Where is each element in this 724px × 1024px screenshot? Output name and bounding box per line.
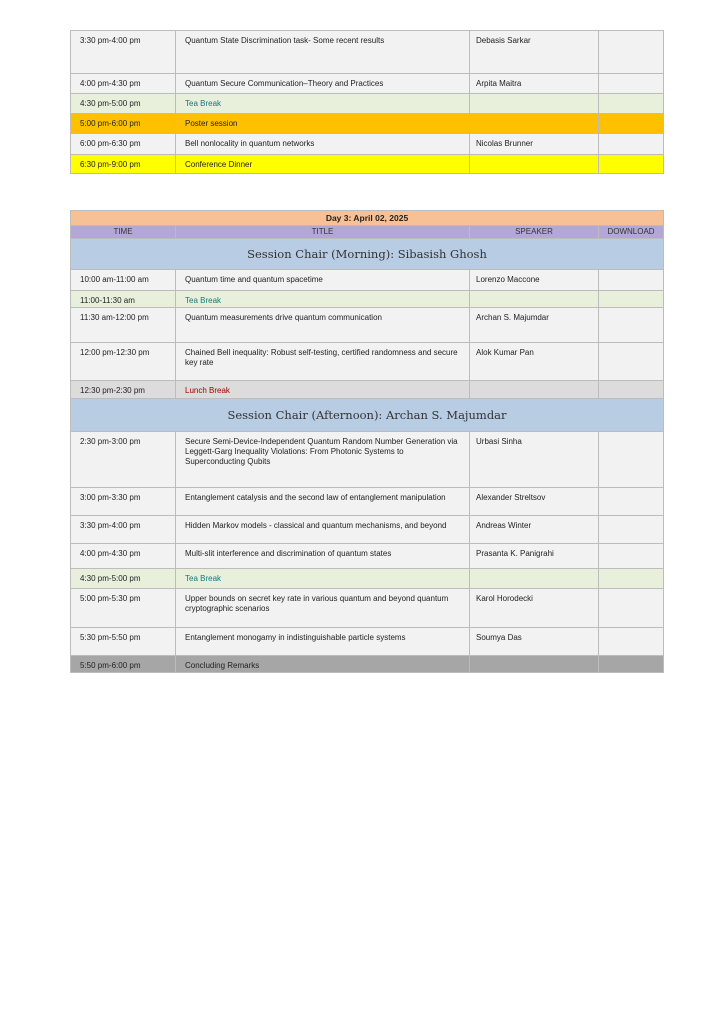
session-time-text: 6:30 pm-9:00 pm bbox=[80, 160, 141, 169]
schedule-row bbox=[71, 31, 664, 74]
schedule-row bbox=[71, 432, 664, 488]
session-speaker bbox=[470, 656, 599, 673]
session-time-text: 11:30 am-12:00 pm bbox=[80, 313, 149, 322]
session-title bbox=[176, 94, 470, 114]
session-speaker bbox=[470, 343, 599, 381]
session-time-text: 4:00 pm-4:30 pm bbox=[80, 549, 141, 558]
schedule-row bbox=[71, 114, 664, 134]
session-time bbox=[71, 488, 176, 516]
session-title-text: Secure Semi-Device-Independent Quantum Random Number Generation via Leggett-Garg Inequality Violations: From Photonic Systems to Superconducting Qubits bbox=[185, 437, 458, 466]
session-time-text: 2:30 pm-3:00 pm bbox=[80, 437, 141, 446]
session-title bbox=[176, 155, 470, 174]
session-time-text: 12:00 pm-12:30 pm bbox=[80, 348, 150, 357]
session-speaker bbox=[470, 628, 599, 656]
session-title-text: Bell nonlocality in quantum networks bbox=[185, 139, 315, 148]
session-speaker bbox=[470, 589, 599, 628]
session-speaker-text: Debasis Sarkar bbox=[476, 36, 531, 45]
schedule-row bbox=[71, 628, 664, 656]
session-time bbox=[71, 308, 176, 343]
day2-schedule-table bbox=[70, 30, 664, 174]
download-cell[interactable] bbox=[599, 432, 664, 488]
download-cell[interactable] bbox=[599, 114, 664, 134]
session-title bbox=[176, 432, 470, 488]
session-title bbox=[176, 381, 470, 399]
session-time-text: 12:30 pm-2:30 pm bbox=[80, 386, 145, 395]
download-cell[interactable] bbox=[599, 94, 664, 114]
session-time bbox=[71, 291, 176, 308]
download-cell[interactable] bbox=[599, 544, 664, 569]
download-cell[interactable] bbox=[599, 343, 664, 381]
session-title bbox=[176, 308, 470, 343]
session-time bbox=[71, 381, 176, 399]
session-title-text: Lunch Break bbox=[185, 386, 230, 395]
session-time-text: 3:30 pm-4:00 pm bbox=[80, 36, 141, 45]
session-time bbox=[71, 656, 176, 673]
session-speaker-text bbox=[476, 155, 593, 160]
session-speaker-text: Soumya Das bbox=[476, 633, 522, 642]
session-time bbox=[71, 343, 176, 381]
session-title bbox=[176, 114, 470, 134]
download-cell[interactable] bbox=[599, 628, 664, 656]
schedule-row bbox=[71, 155, 664, 174]
session-time-text: 4:30 pm-5:00 pm bbox=[80, 574, 141, 583]
schedule-row bbox=[71, 308, 664, 343]
schedule-row bbox=[71, 94, 664, 114]
session-speaker-text: Alok Kumar Pan bbox=[476, 348, 534, 357]
header-speaker: SPEAKER bbox=[470, 226, 599, 239]
session-speaker-text bbox=[476, 569, 593, 574]
session-speaker-text bbox=[476, 381, 593, 386]
session-time bbox=[71, 134, 176, 155]
schedule-row bbox=[71, 343, 664, 381]
session-speaker bbox=[470, 114, 599, 134]
session-speaker-text bbox=[476, 114, 593, 119]
session-time-text: 6:00 pm-6:30 pm bbox=[80, 139, 141, 148]
download-cell[interactable] bbox=[599, 308, 664, 343]
session-speaker bbox=[470, 94, 599, 114]
session-speaker-text bbox=[476, 656, 593, 661]
schedule-row bbox=[71, 134, 664, 155]
download-cell[interactable] bbox=[599, 155, 664, 174]
session-time-text: 5:00 pm-5:30 pm bbox=[80, 594, 141, 603]
session-speaker-text bbox=[476, 94, 593, 99]
session-speaker-text: Karol Horodecki bbox=[476, 594, 533, 603]
header-time: TIME bbox=[71, 226, 176, 239]
session-time-text: 5:00 pm-6:00 pm bbox=[80, 119, 141, 128]
session-time bbox=[71, 544, 176, 569]
session-title-text: Poster session bbox=[185, 119, 238, 128]
session-speaker bbox=[470, 544, 599, 569]
session-title bbox=[176, 544, 470, 569]
session-time-text: 4:30 pm-5:00 pm bbox=[80, 99, 141, 108]
session-time bbox=[71, 569, 176, 589]
session-title bbox=[176, 656, 470, 673]
session-speaker-text: Archan S. Majumdar bbox=[476, 313, 549, 322]
session-speaker bbox=[470, 569, 599, 589]
session-speaker-text: Alexander Streltsov bbox=[476, 493, 546, 502]
schedule-row bbox=[71, 589, 664, 628]
session-speaker-text: Lorenzo Maccone bbox=[476, 275, 540, 284]
session-title-text: Hidden Markov models - classical and quantum mechanisms, and beyond bbox=[185, 521, 447, 530]
session-title-text: Concluding Remarks bbox=[185, 661, 260, 670]
session-title bbox=[176, 270, 470, 291]
schedule-row bbox=[71, 270, 664, 291]
download-cell[interactable] bbox=[599, 74, 664, 94]
download-cell[interactable] bbox=[599, 381, 664, 399]
session-time-text: 5:50 pm-6:00 pm bbox=[80, 661, 141, 670]
day-title: Day 3: April 02, 2025 bbox=[71, 211, 664, 226]
session-time bbox=[71, 114, 176, 134]
session-title-text: Upper bounds on secret key rate in various quantum and beyond quantum cryptographic scenarios bbox=[185, 594, 449, 613]
session-title-text: Multi-slit interference and discrimination of quantum states bbox=[185, 549, 392, 558]
schedule-row bbox=[71, 544, 664, 569]
session-time bbox=[71, 155, 176, 174]
session-speaker bbox=[470, 74, 599, 94]
session-speaker bbox=[470, 308, 599, 343]
session-title-text: Entanglement monogamy in indistinguishable particle systems bbox=[185, 633, 406, 642]
session-title bbox=[176, 134, 470, 155]
session-time-text: 11:00-11:30 am bbox=[80, 296, 135, 305]
schedule-row bbox=[71, 381, 664, 399]
session-title-text: Quantum measurements drive quantum communication bbox=[185, 313, 382, 322]
session-speaker bbox=[470, 381, 599, 399]
session-time-text: 3:30 pm-4:00 pm bbox=[80, 521, 141, 530]
session-title bbox=[176, 31, 470, 74]
session-speaker bbox=[470, 432, 599, 488]
download-cell[interactable] bbox=[599, 270, 664, 291]
download-cell[interactable] bbox=[599, 291, 664, 308]
session-title bbox=[176, 291, 470, 308]
session-title-text: Chained Bell inequality: Robust self-testing, certified randomness and secure key rate bbox=[185, 348, 458, 367]
day3-schedule-table bbox=[70, 210, 664, 673]
schedule-row bbox=[71, 516, 664, 544]
session-title bbox=[176, 628, 470, 656]
session-time bbox=[71, 516, 176, 544]
session-speaker-text: Andreas Winter bbox=[476, 521, 532, 530]
session-speaker-text: Nicolas Brunner bbox=[476, 139, 533, 148]
download-cell[interactable] bbox=[599, 569, 664, 589]
session-time bbox=[71, 432, 176, 488]
download-cell[interactable] bbox=[599, 656, 664, 673]
session-title-text: Tea Break bbox=[185, 99, 222, 108]
session-title-text: Tea Break bbox=[185, 574, 222, 583]
header-title: TITLE bbox=[176, 226, 470, 239]
session-speaker bbox=[470, 291, 599, 308]
session-chair-morning: Session Chair (Morning): Sibasish Ghosh bbox=[71, 239, 664, 270]
session-time bbox=[71, 74, 176, 94]
session-chair-afternoon: Session Chair (Afternoon): Archan S. Majumdar bbox=[71, 399, 664, 432]
session-title-text: Quantum time and quantum spacetime bbox=[185, 275, 323, 284]
session-speaker bbox=[470, 488, 599, 516]
session-time-text: 5:30 pm-5:50 pm bbox=[80, 633, 141, 642]
schedule-row bbox=[71, 291, 664, 308]
session-title-text: Quantum State Discrimination task- Some recent results bbox=[185, 36, 385, 45]
session-speaker bbox=[470, 270, 599, 291]
session-speaker-text: Arpita Maitra bbox=[476, 79, 522, 88]
session-title bbox=[176, 569, 470, 589]
session-title bbox=[176, 516, 470, 544]
session-title-text: Conference Dinner bbox=[185, 160, 253, 169]
download-cell[interactable] bbox=[599, 31, 664, 74]
session-title bbox=[176, 343, 470, 381]
session-speaker bbox=[470, 31, 599, 74]
schedule-row bbox=[71, 74, 664, 94]
header-download: DOWNLOAD bbox=[599, 226, 664, 239]
session-speaker bbox=[470, 516, 599, 544]
schedule-row bbox=[71, 656, 664, 673]
schedule-row bbox=[71, 488, 664, 516]
session-time-text: 10:00 am-11:00 am bbox=[80, 275, 149, 284]
download-cell[interactable] bbox=[599, 589, 664, 628]
session-time-text: 3:00 pm-3:30 pm bbox=[80, 493, 141, 502]
session-time bbox=[71, 628, 176, 656]
session-title bbox=[176, 74, 470, 94]
session-title-text: Tea Break bbox=[185, 296, 222, 305]
download-cell[interactable] bbox=[599, 488, 664, 516]
session-title bbox=[176, 488, 470, 516]
session-speaker-text: Prasanta K. Panigrahi bbox=[476, 549, 554, 558]
session-time bbox=[71, 270, 176, 291]
session-title bbox=[176, 589, 470, 628]
session-speaker bbox=[470, 134, 599, 155]
session-speaker-text: Urbasi Sinha bbox=[476, 437, 522, 446]
session-time bbox=[71, 94, 176, 114]
session-title-text: Entanglement catalysis and the second law of entanglement manipulation bbox=[185, 493, 446, 502]
session-title-text: Quantum Secure Communication–Theory and Practices bbox=[185, 79, 384, 88]
schedule-row bbox=[71, 569, 664, 589]
session-speaker-text bbox=[476, 291, 593, 296]
session-time bbox=[71, 589, 176, 628]
session-time bbox=[71, 31, 176, 74]
session-time-text: 4:00 pm-4:30 pm bbox=[80, 79, 141, 88]
session-speaker bbox=[470, 155, 599, 174]
download-cell[interactable] bbox=[599, 134, 664, 155]
download-cell[interactable] bbox=[599, 516, 664, 544]
